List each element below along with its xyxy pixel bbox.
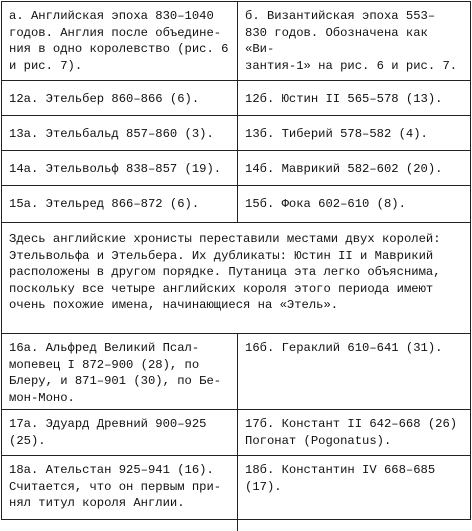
table-cell: 17а. Эдуард Древний 900–925 (25). <box>2 410 238 455</box>
table-cell: 17б. Констант II 642–668 (26) Погонат (Pogonatus). <box>245 417 458 448</box>
table-row <box>2 334 470 410</box>
table-cell: 15а. Этельред 866–872 (6). <box>2 186 238 222</box>
table-row <box>2 81 470 116</box>
table-cell: 13а. Этельбальд 857–860 (3). <box>2 116 238 150</box>
table-cell: 13б. Тиберий 578–582 (4). <box>245 127 428 141</box>
table-row <box>2 410 470 456</box>
table-cell: 15б. Фока 602–610 (8). <box>245 197 406 211</box>
table-cell: 18б. Константин IV 668–685 (17). <box>245 463 436 494</box>
table-row <box>2 186 470 223</box>
note-row <box>2 223 470 334</box>
table-cell: 16а. Альфред Великий Псал- мопевец I 872–900 (28), по Блеру, и 871–901 (30), по Бе- мон-Моно. <box>2 334 238 409</box>
table-cell: 12а. Этельбер 860–866 (6). <box>2 81 238 115</box>
table-cell: б. Византийская эпоха 553– 830 годов. Обозначена как «Ви- зантия-1» на рис. 6 и рис. 7. <box>245 9 458 73</box>
table-cell: 18а. Ательстан 925–941 (16). Считается, что он первым при- нял титул короля Англии. <box>2 456 238 531</box>
note-text: Здесь английские хронисты переставили местами двух королей: Этельвольфа и Этельбера. Их дубликаты: Юстин II и Маврикий расположены в другом порядке. Путаница эта легко объяснима, поскольку все четыре английских короля этого периода имеют очень похожие имена, начинающиеся на «Этель». <box>9 232 441 312</box>
table-row <box>2 116 470 151</box>
table-row <box>2 2 470 81</box>
table-row <box>2 151 470 186</box>
chronology-table <box>1 1 471 520</box>
table-cell: а. Английская эпоха 830–1040 годов. Англия после объедине- ния в одно королевство (рис. 6 и рис. 7). <box>2 2 238 80</box>
table-cell: 14а. Этельвольф 838–857 (19). <box>2 151 238 185</box>
table-row <box>2 456 470 531</box>
table-cell: 12б. Юстин II 565–578 (13). <box>245 92 443 106</box>
table-cell: 14б. Маврикий 582–602 (20). <box>245 162 443 176</box>
table-cell: 16б. Гераклий 610–641 (31). <box>245 341 443 355</box>
